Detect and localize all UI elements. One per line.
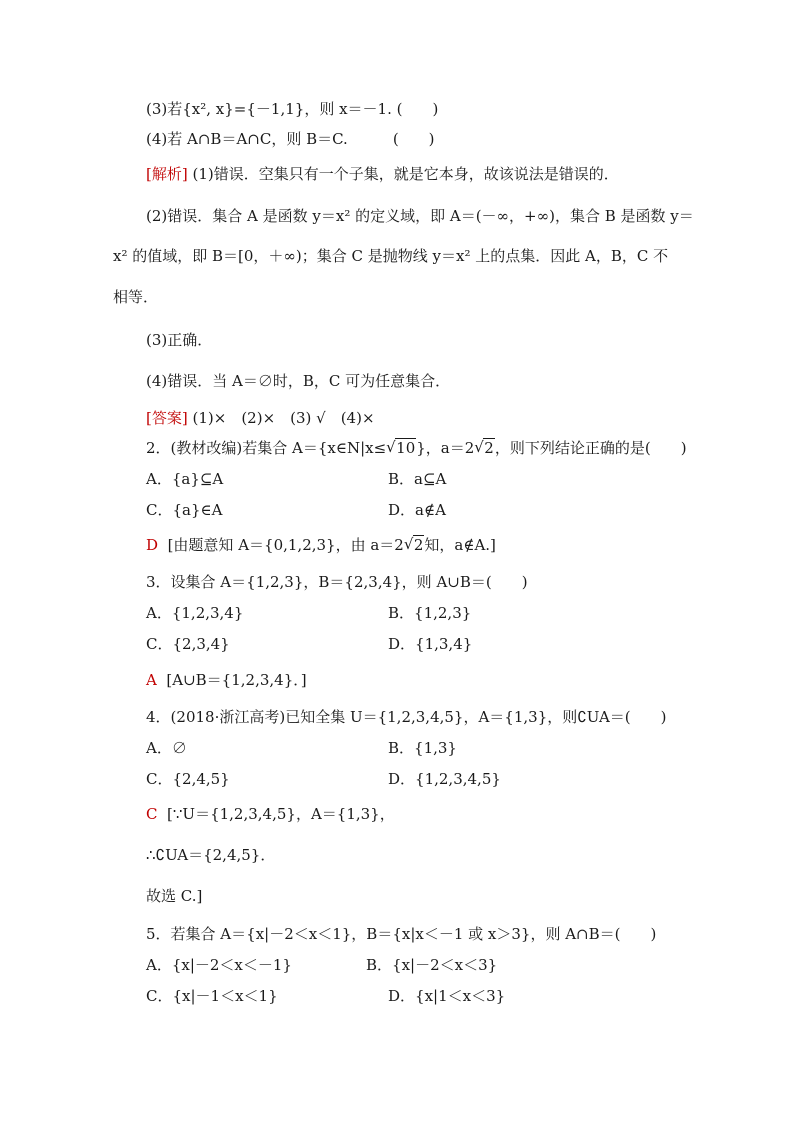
q2-answer-letter: D — [146, 536, 159, 554]
q2-root-10: 10 — [396, 439, 416, 457]
q2-stem-pre: 2．(教材改编)若集合 A＝{x∈N|x≤ — [146, 439, 387, 457]
q1-solution-p4: (4)错误．当 A＝∅时，B，C 可为任意集合． — [146, 372, 451, 390]
q4-option-a: A．∅ — [146, 739, 187, 757]
q4-stem: 4．(2018·浙江高考)已知全集 U＝{1,2,3,4,5}，A＝{1,3}，则∁UA＝( ) — [146, 708, 667, 726]
q2-sqrt-2 — [474, 438, 495, 458]
answer-label: [答案] — [146, 409, 188, 427]
q2-sqrt-10 — [386, 438, 416, 458]
q4-answer-line-2: ∴∁UA＝{2,4,5}． — [146, 846, 276, 864]
q2-root-2: 2 — [484, 439, 494, 457]
q1-item-4: (4)若 A∩B＝A∩C，则 B＝C. ( ) — [146, 130, 435, 148]
q1-solution-p2c: 相等． — [113, 288, 159, 306]
q4-option-c: C．{2,4,5} — [146, 770, 230, 788]
q5-option-a: A．{x|－2＜x＜－1} — [146, 956, 292, 974]
q5-option-c: C．{x|－1＜x＜1} — [146, 987, 278, 1005]
q2-stem-mid: }，a＝2 — [416, 439, 475, 457]
q2-option-b: B．a⊆A — [388, 470, 447, 488]
q4-answer-text-1: [∵U＝{1,2,3,4,5}，A＝{1,3}， — [167, 805, 395, 823]
q3-answer-letter: A — [146, 671, 157, 689]
q1-solution-p2b: x² 的值域，即 B＝[0，＋∞)；集合 C 是抛物线 y＝x² 上的点集．因此 A，B，C 不 — [113, 247, 669, 265]
q2-answer-root: 2 — [413, 536, 424, 554]
q2-answer-pre: [由题意知 A＝{0,1,2,3}，由 a＝2 — [167, 536, 404, 554]
q3-option-c: C．{2,3,4} — [146, 635, 230, 653]
q2-answer-sqrt — [404, 535, 425, 555]
q1-solution-p3: (3)正确． — [146, 331, 213, 349]
q2-answer — [146, 535, 496, 555]
q3-answer — [146, 670, 307, 690]
q4-option-d: D．{1,2,3,4,5} — [388, 770, 501, 788]
q4-answer-line-3: 故选 C.] — [146, 887, 203, 905]
q1-item-3: (3)若{x², x}={－1,1}，则 x＝－1. ( ) — [146, 100, 439, 118]
q3-stem: 3．设集合 A＝{1,2,3}，B＝{2,3,4}，则 A∪B＝( ) — [146, 573, 528, 591]
q4-answer-letter: C — [146, 805, 158, 823]
analysis-text-1: (1)错误．空集只有一个子集，就是它本身，故该说法是错误的． — [192, 165, 619, 183]
q4-option-b: B．{1,3} — [388, 739, 457, 757]
q2-stem — [146, 438, 687, 458]
q1-solution-p2a: (2)错误．集合 A 是函数 y＝x² 的定义域，即 A＝(－∞，+∞)，集合 B 是函数 y＝ — [146, 207, 694, 225]
q2-option-d: D．a∉A — [388, 501, 446, 519]
q5-stem: 5．若集合 A＝{x|－2＜x＜1}，B＝{x|x＜－1 或 x＞3}，则 A∩B＝( ) — [146, 925, 657, 943]
q5-option-b: B．{x|－2＜x＜3} — [366, 956, 498, 974]
analysis-label: [解析] — [146, 165, 188, 183]
q5-option-d: D．{x|1＜x＜3} — [388, 987, 506, 1005]
q2-option-a: A．{a}⊆A — [146, 470, 224, 488]
q1-answer — [146, 408, 375, 428]
q3-option-d: D．{1,3,4} — [388, 635, 473, 653]
q3-answer-text: [A∪B＝{1,2,3,4}．] — [166, 671, 307, 689]
answer-text: (1)× (2)× (3) √ (4)× — [192, 409, 375, 427]
q2-stem-post: ，则下列结论正确的是( ) — [494, 439, 687, 457]
q3-option-b: B．{1,2,3} — [388, 604, 472, 622]
q2-option-c: C．{a}∈A — [146, 501, 223, 519]
q3-option-a: A．{1,2,3,4} — [146, 604, 244, 622]
q4-answer-line-1 — [146, 804, 395, 824]
q2-answer-post: 知，a∉A.] — [424, 536, 496, 554]
q1-solution-p1 — [146, 164, 619, 184]
